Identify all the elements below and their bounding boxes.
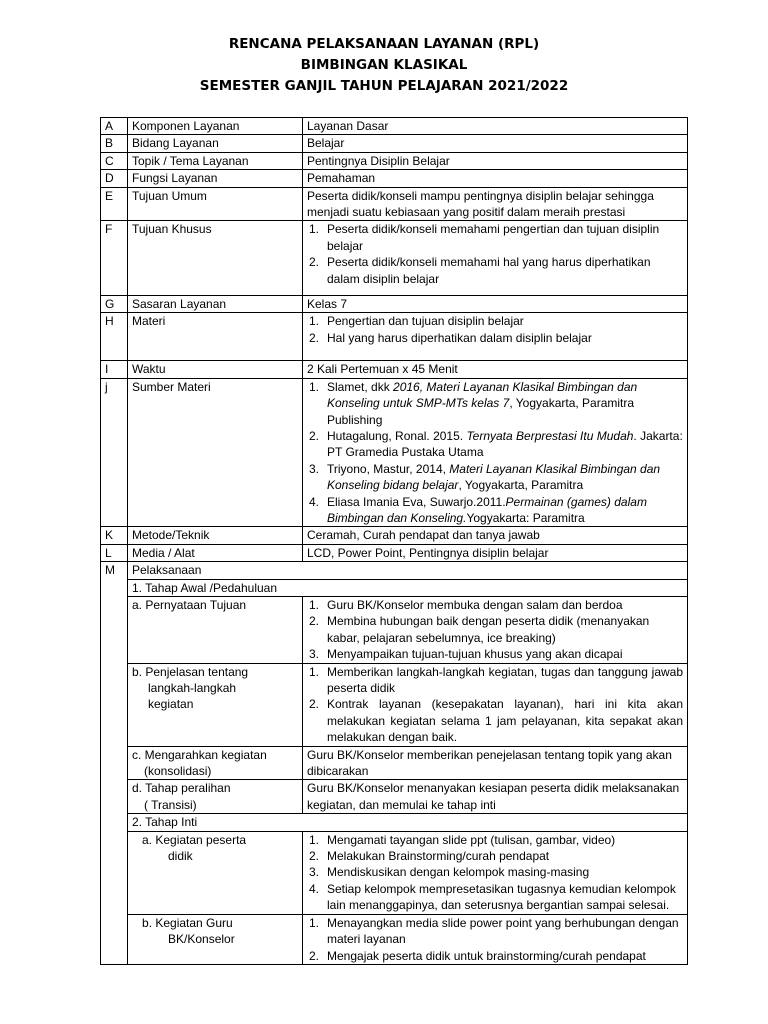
row-c xyxy=(101,152,688,169)
row-code: B xyxy=(101,135,128,152)
row-e xyxy=(101,187,688,221)
section-title: 1. Tahap Awal /Pedahuluan xyxy=(128,579,688,596)
row-code: E xyxy=(101,187,128,221)
source-item: 1. Slamet, dkk 2016, Materi Layanan Klasikal Bimbingan dan Konseling untuk SMP-MTs kelas 7, Yogyakarta, Paramitra Publishing xyxy=(309,379,638,427)
step-label: b. Kegiatan Guru BK/Konselor xyxy=(128,914,303,964)
tahap-awal-b xyxy=(101,663,688,746)
row-value xyxy=(303,378,688,527)
list-item: 2. Hal yang harus diperhatikan dalam disiplin belajar xyxy=(309,330,592,345)
row-value: Pentingnya Disiplin Belajar xyxy=(303,152,688,169)
row-code: I xyxy=(101,361,128,378)
row-label: Sasaran Layanan xyxy=(128,296,303,313)
row-value: Layanan Dasar xyxy=(303,118,688,135)
step-label: d. Tahap peralihan ( Transisi) xyxy=(128,780,303,814)
row-l xyxy=(101,544,688,561)
row-value: 2 Kali Pertemuan x 45 Menit xyxy=(303,361,688,378)
list-item: 1. Pengertian dan tujuan disiplin belajar xyxy=(309,314,524,329)
row-value: Ceramah, Curah pendapat dan tanya jawab xyxy=(303,527,688,544)
row-k xyxy=(101,527,688,544)
step-label: c. Mengarahkan kegiatan (konsolidasi) xyxy=(128,746,303,780)
row-d xyxy=(101,170,688,187)
source-item: 2. Hutagalung, Ronal. 2015. Ternyata Berprestasi Itu Mudah. Jakarta: PT Gramedia Pustaka Utama xyxy=(309,428,683,460)
row-value: Belajar xyxy=(303,135,688,152)
list-item: 2. Kontrak layanan (kesepakatan layanan), hari ini kita akan melakukan kegiatan selama 1 jam pelayanan, kita sepakat akan melakukan dengan baik. xyxy=(309,697,683,745)
row-b xyxy=(101,135,688,152)
source-item: 4. Eliasa Imania Eva, Suwarjo.2011.Permainan (games) dalam Bimbingan dan Konseling.Yogyakarta: Paramitra xyxy=(309,494,647,525)
title-line-3: SEMESTER GANJIL TAHUN PELAJARAN 2021/2022 xyxy=(199,78,569,94)
step-label: b. Penjelasan tentang langkah-langkah kegiatan xyxy=(128,663,303,746)
list-item: 4. Setiap kelompok mempresetasikan tugasnya kemudian kelompok lain menanggapinya, dan seterusnya bergantian sampai selesai. xyxy=(309,881,676,913)
row-label: Tujuan Khusus xyxy=(128,221,303,296)
row-f xyxy=(101,221,688,296)
tahap-awal-d xyxy=(101,780,688,814)
row-code: j xyxy=(101,378,128,527)
title-line-1: RENCANA PELAKSANAAN LAYANAN (RPL) xyxy=(228,36,540,52)
row-label: Tujuan Umum xyxy=(128,187,303,221)
tahap-awal-c xyxy=(101,746,688,780)
row-value: Kelas 7 xyxy=(303,296,688,313)
row-label: Materi xyxy=(128,313,303,361)
step-label: a. Pernyataan Tujuan xyxy=(128,596,303,663)
row-label: Metode/Teknik xyxy=(128,527,303,544)
row-value: Pemahaman xyxy=(303,170,688,187)
row-label: Sumber Materi xyxy=(128,378,303,527)
row-label: Bidang Layanan xyxy=(128,135,303,152)
row-j xyxy=(101,378,688,527)
row-m xyxy=(101,562,688,579)
list-item: 2. Melakukan Brainstorming/curah pendapat xyxy=(309,849,550,864)
source-item: 3. Triyono, Mastur, 2014, Materi Layanan Klasikal Bimbingan dan Konseling bidang belajar, Yogyakarta, Paramitra xyxy=(309,461,661,493)
step-content xyxy=(303,914,688,964)
title-line-2: BIMBINGAN KLASIKAL xyxy=(300,57,468,73)
row-value xyxy=(303,221,688,296)
section-title: 2. Tahap Inti xyxy=(128,814,688,831)
tahap-awal-header xyxy=(101,579,688,596)
row-code: H xyxy=(101,313,128,361)
row-label: Pelaksanaan xyxy=(128,562,688,579)
list-item: 1. Mengamati tayangan slide ppt (tulisan, gambar, video) xyxy=(309,832,616,847)
rpl-table xyxy=(100,117,688,965)
step-content xyxy=(303,663,688,746)
list-item: 1. Memberikan langkah-langkah kegiatan, tugas dan tanggung jawab peserta didik xyxy=(309,664,683,695)
list-item: 2. Mengajak peserta didik untuk brainstorming/curah pendapat xyxy=(309,948,646,963)
row-value xyxy=(303,313,688,361)
row-label: Topik / Tema Layanan xyxy=(128,152,303,169)
list-item: 1. Menayangkan media slide power point yang berhubungan dengan materi layanan xyxy=(309,915,679,947)
row-i xyxy=(101,361,688,378)
list-item: 3. Mendiskusikan dengan kelompok masing-masing xyxy=(309,865,590,880)
step-label: a. Kegiatan peserta didik xyxy=(128,831,303,914)
row-code: D xyxy=(101,170,128,187)
row-label: Fungsi Layanan xyxy=(128,170,303,187)
document-title-block xyxy=(0,34,768,97)
row-code: F xyxy=(101,221,128,296)
list-item: 2. Membina hubungan baik dengan peserta didik (menanyakan kabar, pelajaran sebelumnya, ice breaking) xyxy=(309,614,650,645)
row-code: C xyxy=(101,152,128,169)
row-label: Komponen Layanan xyxy=(128,118,303,135)
step-content xyxy=(303,831,688,914)
row-g xyxy=(101,296,688,313)
list-item: 1. Peserta didik/konseli memahami pengertian dan tujuan disiplin belajar xyxy=(309,222,660,253)
row-h xyxy=(101,313,688,361)
list-item: 3. Menyampaikan tujuan-tujuan khusus yang akan dicapai xyxy=(309,647,623,662)
row-code: M xyxy=(101,562,128,965)
tahap-inti-b xyxy=(101,914,688,964)
step-content: Guru BK/Konselor memberikan penejelasan tentang topik yang akan dibicarakan xyxy=(303,746,688,780)
list-item: 2. Peserta didik/konseli memahami hal yang harus diperhatikan dalam disiplin belajar xyxy=(309,255,651,286)
row-label: Waktu xyxy=(128,361,303,378)
list-item: 1. Guru BK/Konselor membuka dengan salam dan berdoa xyxy=(309,597,623,612)
row-code: L xyxy=(101,544,128,561)
step-content xyxy=(303,596,688,663)
row-value: LCD, Power Point, Pentingnya disiplin belajar xyxy=(303,544,688,561)
tahap-inti-a xyxy=(101,831,688,914)
row-value: Peserta didik/konseli mampu pentingnya disiplin belajar sehingga menjadi suatu kebiasaan yang positif dalam meraih prestasi xyxy=(303,187,688,221)
row-code: K xyxy=(101,527,128,544)
row-code: G xyxy=(101,296,128,313)
step-content: Guru BK/Konselor menanyakan kesiapan peserta didik melaksanakan kegiatan, dan memulai ke tahap inti xyxy=(303,780,688,814)
row-code: A xyxy=(101,118,128,135)
row-a xyxy=(101,118,688,135)
tahap-inti-header xyxy=(101,814,688,831)
tahap-awal-a xyxy=(101,596,688,663)
row-label: Media / Alat xyxy=(128,544,303,561)
